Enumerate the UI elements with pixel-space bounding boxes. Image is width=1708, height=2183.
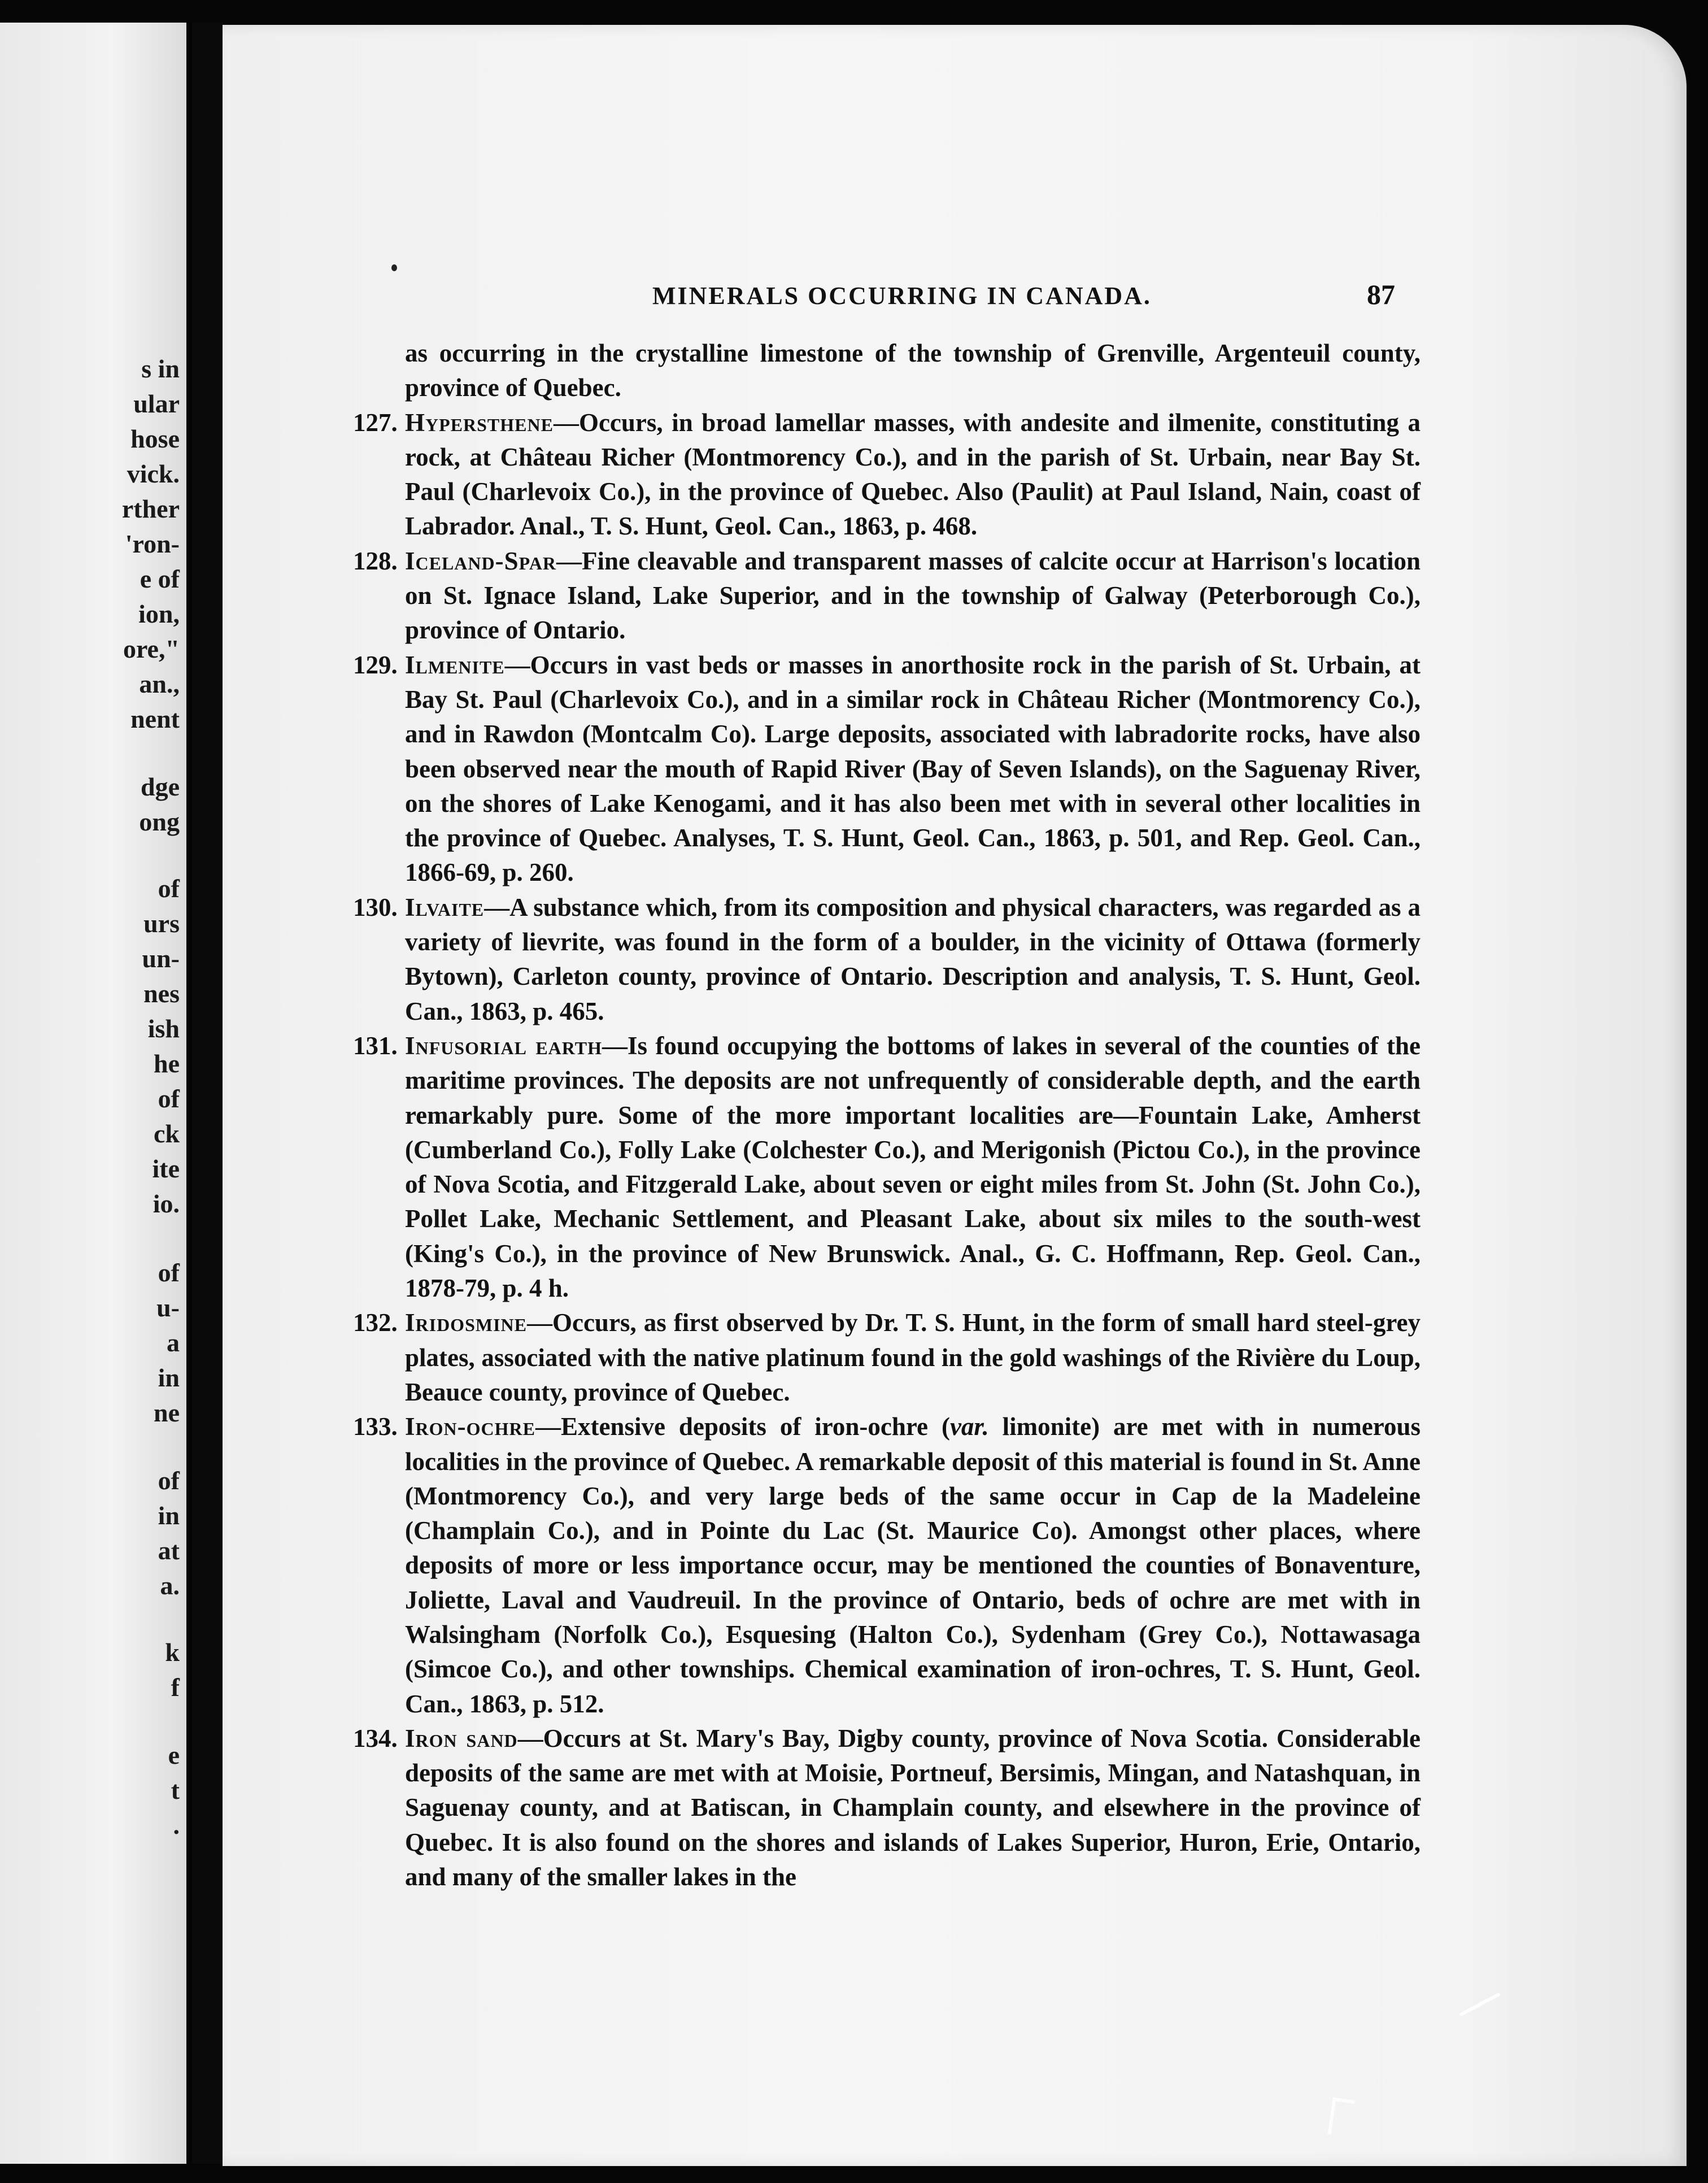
entry-text: —Occurs, in broad lamellar masses, with andesite and ilmenite, constituting a rock, at Château Richer (Montmorency Co.), and in the parish of St. Urbain, near Bay St. Paul (Charlevoix Co.), in the province of Quebec. Also (Paulit) at Paul Island, Nain, coast of Labrador. Anal., T. S. Hunt, Geol. Can., 1863, p. 468. <box>405 408 1421 541</box>
facing-page-fragment: rther <box>121 494 180 523</box>
facing-page-fragment: s in <box>141 354 180 383</box>
facing-page-fragment: hose <box>130 424 180 453</box>
facing-page-fragment: k <box>165 1638 180 1667</box>
facing-page-fragment: ish <box>147 1014 180 1043</box>
mineral-entry-hypersthene <box>353 406 1421 544</box>
italic-abbreviation: var. <box>949 1412 989 1441</box>
facing-page-fragment: in <box>158 1363 180 1392</box>
entry-number: 133. <box>353 1412 398 1441</box>
facing-page-fragment: of <box>158 1084 180 1113</box>
facing-page-fragment: of <box>158 874 180 903</box>
facing-page-fragment: nes <box>143 979 180 1008</box>
mineral-name: Ilmenite <box>405 650 505 679</box>
facing-page-edge <box>0 23 186 2164</box>
mineral-entry-ilvaite <box>353 890 1421 1029</box>
entry-text: —Occurs at St. Mary's Bay, Digby county, province of Nova Scotia. Considerable deposits of the same are met with at Moisie, Portneuf, Bersimis, Mingan, and Natashquan, in Saguenay county, and at Batiscan, in Champlain county, and elsewhere in the province of Quebec. It is also found on the shores and islands of Lakes Superior, Huron, Erie, Ontario, and many of the smaller lakes in the <box>405 1724 1421 1891</box>
running-title: MINERALS OCCURRING IN CANADA. <box>652 282 1152 310</box>
mineral-entry-iron-sand <box>353 1721 1421 1894</box>
facing-page-fragment: he <box>154 1049 180 1078</box>
mineral-name: Iron sand <box>405 1724 518 1753</box>
facing-page-fragment: of <box>158 1466 180 1495</box>
entry-number: 128. <box>353 546 398 575</box>
entry-text: —Occurs in vast beds or masses in anorthosite rock in the parish of St. Urbain, at Bay St. Paul (Charlevoix Co.), and in a similar rock in Château Richer (Montmorency Co.), and in Rawdon (Montcalm Co). Large deposits, associated with labradorite rocks, have also been observed near the mouth of Rapid River (Bay of Seven Islands), on the Saguenay River, on the shores of Lake Kenogami, and it has also been met with in several other localities in the province of Quebec. Analyses, T. S. Hunt, Geol. Can., 1863, p. 501, and Rep. Geol. Can., 1866-69, p. 260. <box>405 650 1421 887</box>
mineral-entry-iron-ochre <box>353 1410 1421 1721</box>
facing-page-fragment: 'ron- <box>125 529 180 558</box>
facing-page-fragment: ong <box>139 807 180 836</box>
mineral-entry-iceland-spar <box>353 544 1421 648</box>
mineral-entry-infusorial-earth <box>353 1029 1421 1306</box>
facing-page-fragment: ck <box>154 1119 180 1148</box>
mineral-name: Iridosmine <box>405 1308 527 1337</box>
facing-page-fragment: e of <box>140 564 180 593</box>
ink-speck <box>391 264 397 271</box>
facing-page-fragment: ular <box>133 389 180 418</box>
facing-page-fragment: t <box>171 1776 180 1804</box>
facing-page-fragment: in <box>158 1501 180 1530</box>
mineral-name: Ilvaite <box>405 893 485 921</box>
entry-number: 131. <box>353 1031 398 1060</box>
facing-page-fragment: dge <box>141 772 180 801</box>
mineral-name: Iron-ochre <box>405 1412 535 1441</box>
entry-number: 130. <box>353 893 398 921</box>
facing-page-fragment: ion, <box>138 599 180 628</box>
entry-text-lead: —Extensive deposits of iron-ochre ( <box>535 1412 950 1441</box>
page-gutter <box>192 23 223 2164</box>
entry-text: limonite) are met with in numerous localities in the province of Quebec. A remarkable deposit of this material is found in St. Anne (Montmorency Co.), and very large beds of the same occur in Cap de la Madeleine (Champlain Co.), and in Pointe du Lac (St. Maurice Co). Amongst other places, where deposits of more or less importance occur, may be mentioned the counties of Bonaventure, Joliette, Laval and Vaudreuil. In the province of Ontario, beds of ochre are met with in Walsingham (Norfolk Co.), Esquesing (Halton Co.), Sydenham (Grey Co.), Nottawasaga (Simcoe Co.), and other townships. Chemical examination of iron-ochres, T. S. Hunt, Geol. Can., 1863, p. 512. <box>405 1412 1421 1718</box>
facing-page-fragment: ore," <box>123 634 180 663</box>
facing-page-fragment: un- <box>142 944 180 973</box>
page-number: 87 <box>1367 279 1395 310</box>
entry-text: as occurring in the crystalline limestone of the township of Grenville, Argenteuil county, province of Quebec. <box>405 339 1421 402</box>
facing-page-fragment: vick. <box>127 459 180 488</box>
mineral-name: Infusorial earth <box>405 1031 602 1060</box>
mineral-entry-iridosmine <box>353 1306 1421 1410</box>
page-body <box>353 336 1421 1894</box>
facing-page-fragment: io. <box>152 1189 180 1218</box>
entry-continuation <box>353 336 1421 406</box>
facing-page-fragment: u- <box>156 1293 180 1322</box>
entry-number: 129. <box>353 650 398 679</box>
mineral-name: Iceland-Spar <box>405 546 557 575</box>
entry-text: —Occurs, as first observed by Dr. T. S. Hunt, in the form of small hard steel-grey plates, associated with the native platinum found in the gold washings of the Rivière du Loup, Beauce county, province of Quebec. <box>405 1308 1421 1406</box>
facing-page-fragment: f <box>171 1673 180 1702</box>
facing-page-fragment: a. <box>160 1571 180 1600</box>
facing-page-fragment: an., <box>139 669 180 698</box>
entry-number: 134. <box>353 1724 398 1753</box>
facing-page-fragment: of <box>158 1258 180 1287</box>
facing-page-fragment: ne <box>154 1398 180 1427</box>
facing-page-fragment: a <box>167 1328 180 1357</box>
facing-page-fragment: at <box>158 1536 180 1565</box>
facing-page-text-fragments <box>0 356 186 2051</box>
entry-number: 132. <box>353 1308 398 1337</box>
entry-number: 127. <box>353 408 398 437</box>
mineral-name: Hypersthene <box>405 408 554 437</box>
entry-text: —Fine cleavable and transparent masses of calcite occur at Harrison's location on St. Ignace Island, Lake Superior, and in the township of Galway (Peterborough Co.), province of Ontario. <box>405 546 1421 645</box>
entry-text: —Is found occupying the bottoms of lakes in several of the counties of the maritime provinces. The deposits are not unfrequently of considerable depth, and the earth remarkably pure. Some of the more important localities are—Fountain Lake, Amherst (Cumberland Co.), Folly Lake (Colchester Co.), and Merigonish (Pictou Co.), in the province of Nova Scotia, and Fitzgerald Lake, about seven or eight miles from St. John (St. John Co.), Pollet Lake, Mechanic Settlement, and Pleasant Lake, about six miles to the south-west (King's Co.), in the province of New Brunswick. Anal., G. C. Hoffmann, Rep. Geol. Can., 1878-79, p. 4 h. <box>405 1031 1421 1303</box>
facing-page-fragment: e <box>168 1741 180 1769</box>
mineral-entry-ilmenite <box>353 648 1421 890</box>
facing-page-fragment: ite <box>152 1154 180 1183</box>
facing-page-fragment: nent <box>130 705 180 733</box>
entry-text: —A substance which, from its composition and physical characters, was regarded as a variety of lievrite, was found in the form of a boulder, in the vicinity of Ottawa (formerly Bytown), Carleton county, province of Ontario. Description and analysis, T. S. Hunt, Geol. Can., 1863, p. 465. <box>405 893 1421 1025</box>
facing-page-fragment: urs <box>143 909 180 938</box>
facing-page-fragment: . <box>173 1811 180 1840</box>
